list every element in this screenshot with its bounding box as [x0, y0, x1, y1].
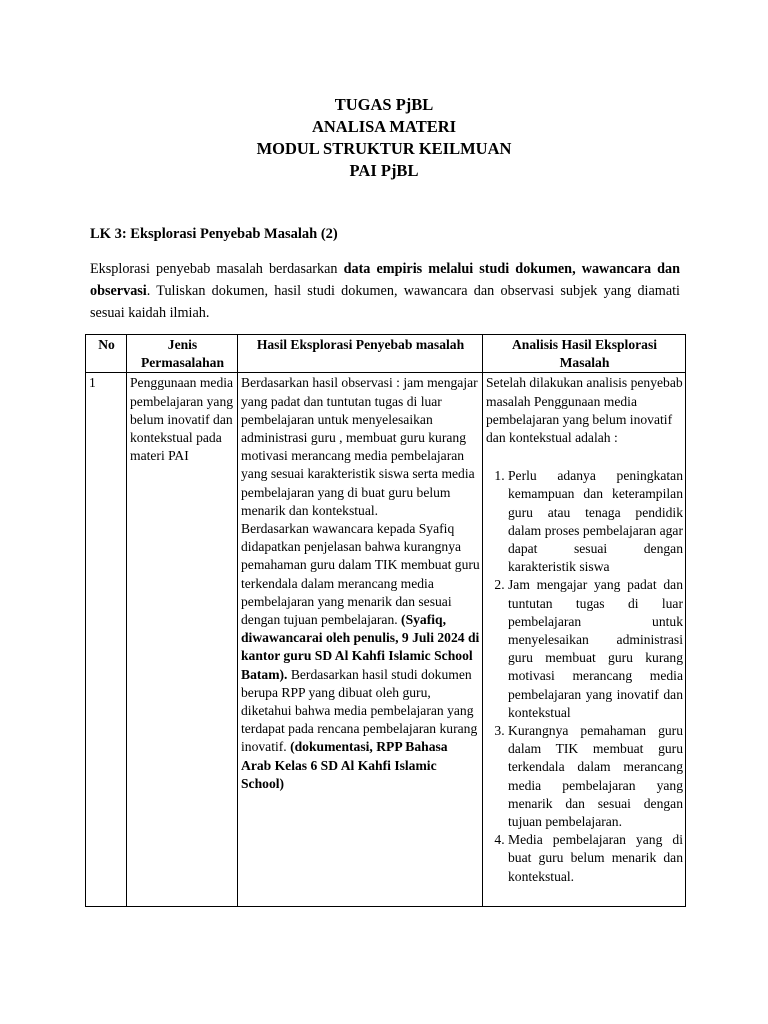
header-jenis: Jenis Permasalahan — [127, 335, 238, 373]
list-item: 3. Kurangnya pemahaman guru dalam TIK membuat guru terkendala dalam merancang media pembelajaran yang menarik dan sesuai dengan tujuan pembelajaran. — [508, 722, 683, 831]
title-line-1: TUGAS PjBL — [334, 95, 434, 114]
list-item: 1. Perlu adanya peningkatan kemampuan dan keterampilan guru atau tenaga pendidik dalam proses pembelajaran agar dapat sesuai dengan karakteristik siswa — [508, 467, 683, 576]
cell-no: 1 — [86, 373, 127, 907]
title-line-2: ANALISA MATERI — [311, 117, 457, 136]
hasil-wawancara-source: (Syafiq, diwawancarai oleh penulis, 9 Juli 2024 di kantor guru SD Al Kahfi Islamic School Batam). — [241, 612, 480, 682]
cell-analisis — [483, 373, 686, 907]
title-line-3: MODUL STRUKTUR KEILMUAN — [256, 139, 512, 158]
hasil-dokumen-source: (dokumentasi, RPP Bahasa Arab Kelas 6 SD Al Kahfi Islamic School) — [241, 739, 448, 791]
hasil-wawancara-text: Berdasarkan wawancara kepada Syafiq didapatkan penjelasan bahwa kurangnya pemahaman guru dalam TIK membuat guru terkendala dalam merancang media pembelajaran yang menarik dan sesuai dengan tujuan pembelajaran. — [241, 521, 480, 628]
intro-paragraph — [90, 258, 680, 324]
intro-text-bold: data empiris melalui studi dokumen, wawancara dan observasi — [90, 261, 680, 299]
header-analisis: Analisis Hasil Eksplorasi Masalah — [483, 335, 686, 373]
cell-hasil — [238, 373, 483, 907]
section-heading: LK 3: Eksplorasi Penyebab Masalah (2) — [90, 226, 338, 242]
list-item: 4. Media pembelajaran yang di buat guru belum menarik dan kontekstual. — [508, 831, 683, 886]
hasil-dokumen-text: Berdasarkan hasil studi dokumen berupa RPP yang dibuat oleh guru, diketahui bahwa media pembelajaran yang terdapat pada rencana pembelajaran kurang inovatif. — [241, 666, 478, 755]
analisis-list — [486, 467, 683, 886]
hasil-observasi: Berdasarkan hasil observasi : jam mengajar yang padat dan tuntutan tugas di luar pembelajaran untuk menyelesaikan administrasi guru , membuat guru kurang motivasi merancang media pembelajaran yang sesuai karakteristik siswa serta media pembelajaran yang di buat guru belum menarik dan kontekstual. — [241, 375, 478, 518]
table-row — [86, 373, 686, 907]
hasil-wawancara — [241, 520, 480, 793]
table-header-row — [86, 335, 686, 373]
list-item: 2. Jam mengajar yang padat dan tuntutan tugas di luar pembelajaran untuk menyelesaikan administrasi guru membuat guru kurang motivasi merancang media pembelajaran yang inovatif dan kontekstual — [508, 576, 683, 722]
header-no: No — [86, 335, 127, 373]
analisis-intro: Setelah dilakukan analisis penyebab masalah Penggunaan media pembelajaran yang belum inovatif dan kontekstual adalah : — [486, 375, 683, 446]
analysis-table — [85, 334, 686, 907]
intro-text-1: Eksplorasi penyebab masalah berdasarkan — [90, 261, 344, 277]
cell-jenis: Penggunaan media pembelajaran yang belum inovatif dan kontekstual pada materi PAI — [127, 373, 238, 907]
header-hasil: Hasil Eksplorasi Penyebab masalah — [238, 335, 483, 373]
intro-text-2: . Tuliskan dokumen, hasil studi dokumen, wawancara dan observasi subjek yang diamati sesuai kaidah ilmiah. — [90, 283, 680, 321]
document-title-block — [0, 94, 768, 182]
title-line-4: PAI PjBL — [349, 161, 419, 180]
